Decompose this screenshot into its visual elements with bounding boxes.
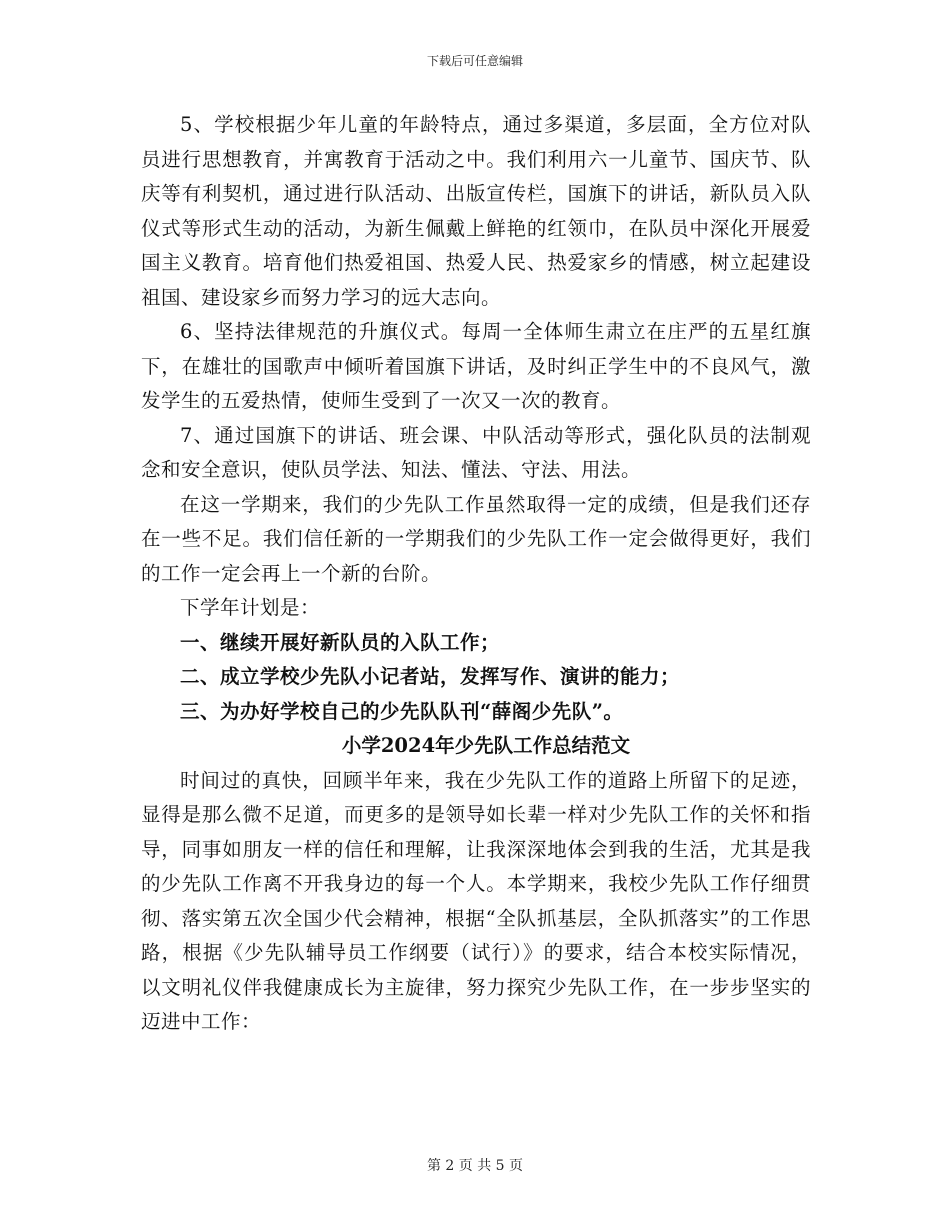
- paragraph-item-5: 5、学校根据少年儿童的年龄特点，通过多渠道，多层面，全方位对队员进行思想教育，并寓教育于活动之中。我们利用六一儿童节、国庆节、队庆等有利契机，通过进行队活动、出版宣传栏，国旗下的讲话，新队员入队仪式等形式生动的活动，为新生佩戴上鲜艳的红领巾，在队员中深化开展爱国主义教育。培育他们热爱祖国、热爱人民、热爱家乡的情感，树立起建设祖国、建设家乡而努力学习的远大志向。: [141, 113, 811, 309]
- section-title: 小学2024年少先队工作总结范文: [341, 734, 631, 757]
- paragraph-item-6: 6、坚持法律规范的升旗仪式。每周一全体师生肃立在庄严的五星红旗下，在雄壮的国歌声中倾听着国旗下讲话，及时纠正学生中的不良风气，激发学生的五爱热情，使师生受到了一次又一次的教育。: [141, 320, 811, 412]
- plan-intro: 下学年计划是：: [180, 596, 321, 619]
- plan-item-1: 一、继续开展好新队员的入队工作；: [180, 630, 501, 654]
- paragraph-item-7: 7、通过国旗下的讲话、班会课、中队活动等形式，强化队员的法制观念和安全意识，使队员学法、知法、懂法、守法、用法。: [141, 423, 811, 481]
- paragraph-summary: 在这一学期来，我们的少先队工作虽然取得一定的成绩，但是我们还存在一些不足。我们信任新的一学期我们的少先队工作一定会做得更好，我们的工作一定会再上一个新的台阶。: [141, 492, 811, 585]
- paragraph-intro: 时间过的真快，回顾半年来，我在少先队工作的道路上所留下的足迹，显得是那么微不足道，而更多的是领导如长辈一样对少先队工作的关怀和指导，同事如朋友一样的信任和理解，让我深深地体会到我的生活，尤其是我的少先队工作离不开我身边的每一个人。本学期来，我校少先队工作仔细贯彻、落实第五次全国少代会精神，根据“全队抓基层，全队抓落实”的工作思路，根据《少先队辅导员工作纲要（试行）》的要求，结合本校实际情况，以文明礼仪伴我健康成长为主旋律，努力探究少先队工作，在一步步坚实的迈进中工作：: [141, 768, 811, 1033]
- page-number: 第 2 页 共 5 页: [426, 1158, 524, 1174]
- document-body: [141, 108, 811, 1040]
- plan-item-2: 二、成立学校少先队小记者站，发挥写作、演讲的能力；: [180, 665, 681, 688]
- plan-item-3: 三、为办好学校自己的少先队队刊“薛阁少先队”。: [180, 699, 624, 723]
- page-header: 下载后可任意编辑: [426, 54, 523, 68]
